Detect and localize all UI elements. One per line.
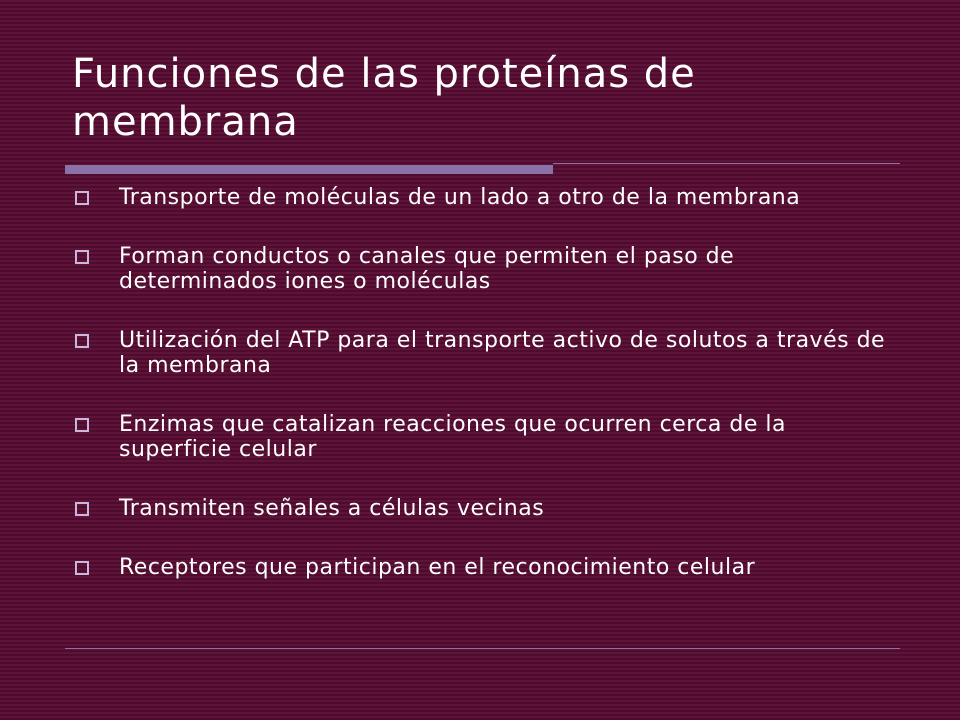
bullet-item [74, 555, 894, 580]
bullet-item [74, 328, 894, 378]
bullet-item [74, 185, 894, 210]
square-bullet-icon [75, 561, 89, 575]
title-accent-bar [65, 165, 553, 174]
bullet-text: Receptores que participan en el reconocimiento celular [119, 555, 756, 580]
title-divider-line [553, 163, 900, 164]
bullet-text: Enzimas que catalizan reacciones que ocurren cerca de la superficie celular [119, 412, 786, 462]
bullet-text: Utilización del ATP para el transporte activo de solutos a través de la membrana [119, 328, 886, 378]
slide-title: Funciones de las proteínas de membrana [72, 51, 696, 145]
square-bullet-icon [75, 334, 89, 348]
bullet-text: Forman conductos o canales que permiten el paso de determinados iones o moléculas [119, 244, 735, 294]
square-bullet-icon [75, 418, 89, 432]
square-bullet-icon [75, 191, 89, 205]
bullet-text: Transmiten señales a células vecinas [119, 496, 545, 521]
square-bullet-icon [75, 250, 89, 264]
bullet-text: Transporte de moléculas de un lado a otro de la membrana [119, 185, 801, 210]
bullet-list [74, 185, 894, 580]
square-bullet-icon [75, 502, 89, 516]
bullet-item [74, 244, 894, 294]
bullet-item [74, 496, 894, 521]
footer-divider-line [65, 648, 900, 649]
bullet-item [74, 412, 894, 462]
